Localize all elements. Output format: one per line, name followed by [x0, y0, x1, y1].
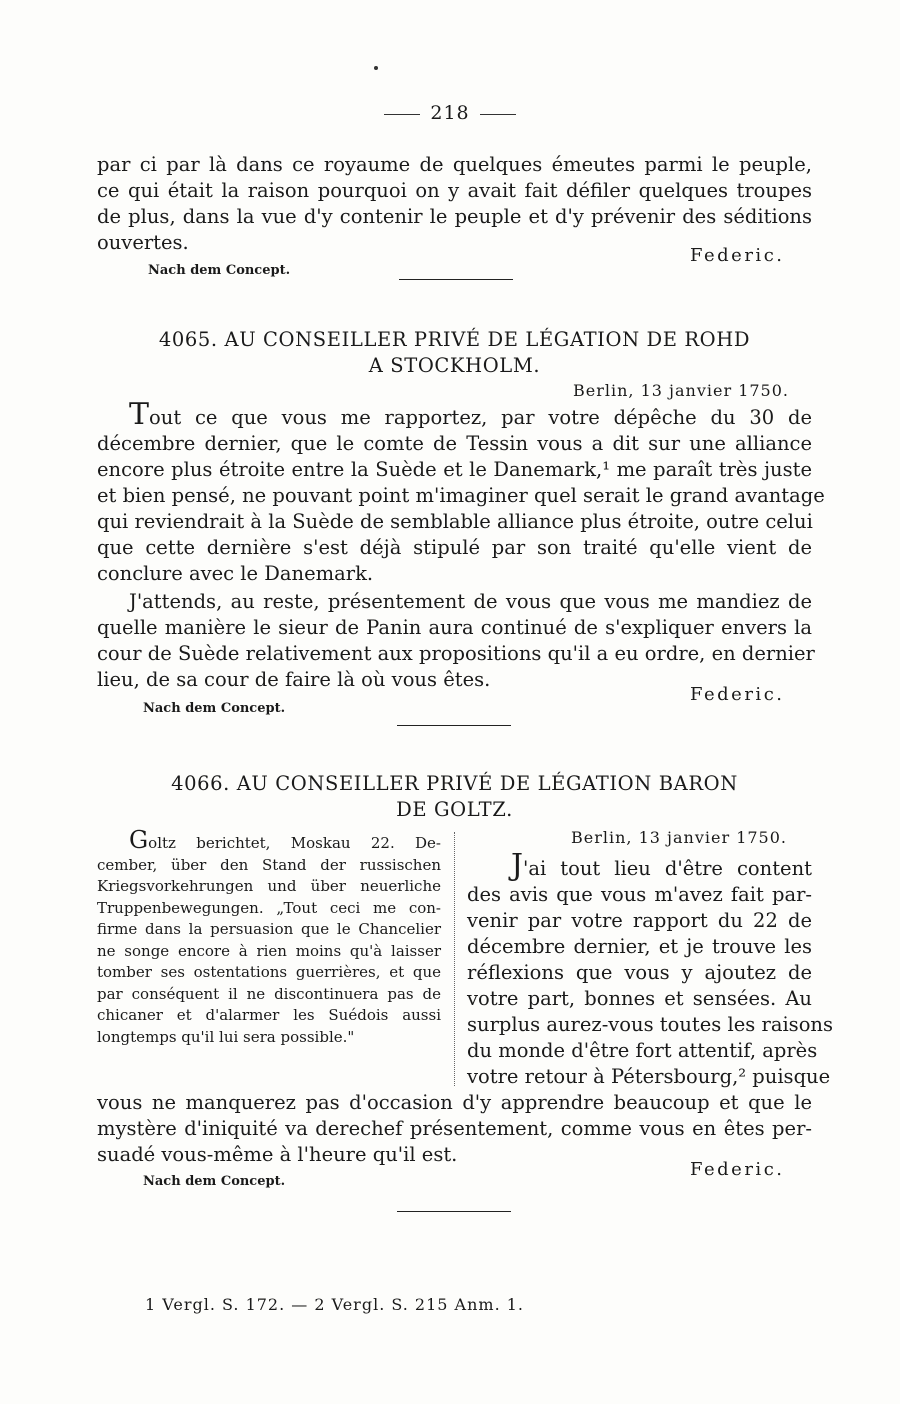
- text-line: par ci par là dans ce royaume de quelques émeutes parmi le peuple,: [97, 153, 812, 176]
- drop-cap: T: [129, 397, 150, 432]
- letter-4066-signature: Federic.: [690, 1159, 785, 1180]
- page-number-header: [300, 102, 600, 124]
- page-number-dash-left: [384, 114, 420, 115]
- section-divider: [397, 725, 511, 726]
- text-line: vous ne manquerez pas d'occasion d'y apprendre beaucoup et que le: [97, 1091, 812, 1114]
- text-line: que cette dernière s'est déjà stipulé par son traité qu'elle vient de: [97, 536, 812, 559]
- text-line: conclure avec le Danemark.: [97, 562, 374, 585]
- text-line: de plus, dans la vue d'y contenir le peuple et d'y prévenir des séditions: [97, 205, 812, 228]
- text-line: [97, 826, 441, 855]
- intro-signature: Federic.: [690, 245, 785, 266]
- text-line: votre part, bonnes et sensées. Au: [467, 987, 812, 1010]
- text-line: chicaner et d'alarmer les Suédois aussi: [97, 1006, 441, 1024]
- section-divider: [397, 1211, 511, 1212]
- letter-4065-paragraph-2: [97, 589, 815, 693]
- text-line: qui reviendrait à la Suède de semblable alliance plus étroite, outre celui: [97, 510, 813, 533]
- letter-4066-closing-paragraph: [97, 1090, 812, 1168]
- text-line: mystère d'iniquité va derechef présentement, comme vous en êtes per-: [97, 1117, 812, 1140]
- text-line: votre retour à Pétersbourg,² puisque: [467, 1065, 831, 1088]
- text-line: J'attends, au reste, présentement de vous que vous me mandiez de: [129, 590, 812, 613]
- text-line: tomber ses ostentations guerrières, et que: [97, 963, 441, 981]
- letter-4066-summary-column: [97, 826, 441, 1048]
- text-line: décembre dernier, que le comte de Tessin vous a dit sur une alliance: [97, 432, 812, 455]
- text-line: Truppenbewegungen. „Tout ceci me con-: [97, 898, 441, 917]
- column-separator: [454, 832, 455, 1086]
- intro-source-note: Nach dem Concept.: [148, 263, 291, 278]
- text-line: ce qui était la raison pourquoi on y avait fait défiler quelques troupes: [97, 179, 812, 202]
- letter-4065-dateline: Berlin, 13 janvier 1750.: [573, 381, 789, 400]
- footnotes: 1 Vergl. S. 172. — 2 Vergl. S. 215 Anm. 1.: [145, 1295, 525, 1314]
- text-line-body: 'ai tout lieu d'être content: [523, 857, 812, 880]
- text-line: longtemps qu'il lui sera possible.": [97, 1027, 355, 1046]
- text-line: réflexions que vous y ajoutez de: [467, 961, 812, 984]
- letter-4065-signature: Federic.: [690, 684, 785, 705]
- letter-4066-heading: [97, 771, 812, 823]
- letter-heading-line: A STOCKHOLM.: [368, 354, 541, 377]
- text-line-body: oltz berichtet, Moskau 22. De-: [148, 834, 441, 852]
- drop-cap: J: [511, 848, 524, 883]
- drop-cap: G: [129, 826, 149, 854]
- text-line: venir par votre rapport du 22 de: [467, 909, 812, 932]
- letter-4065-heading: [97, 327, 812, 379]
- text-line: Kriegsvorkehrungen und über neuerliche: [97, 877, 441, 895]
- text-line: firme dans la persuasion que le Chancelier: [97, 920, 441, 938]
- section-divider: [399, 279, 513, 280]
- text-line: [467, 848, 812, 883]
- letter-4066-dateline: Berlin, 13 janvier 1750.: [571, 828, 787, 847]
- page-number: 218: [430, 102, 470, 124]
- page-mark: [374, 66, 378, 70]
- text-line: cour de Suède relativement aux propositions qu'il a eu ordre, en dernier: [97, 642, 815, 665]
- text-line: lieu, de sa cour de faire là où vous êtes.: [97, 668, 491, 691]
- intro-paragraph: [97, 152, 812, 256]
- text-line: ne songe encore à rien moins qu'à laisser: [97, 941, 441, 960]
- letter-heading-line: 4066. AU CONSEILLER PRIVÉ DE LÉGATION BARON: [171, 772, 738, 795]
- text-line: décembre dernier, et je trouve les: [467, 935, 812, 958]
- text-line: cember, über den Stand der russischen: [97, 855, 441, 874]
- page-number-dash-right: [480, 114, 516, 115]
- letter-4065-paragraph-1: [97, 397, 825, 587]
- letter-heading-line: 4065. AU CONSEILLER PRIVÉ DE LÉGATION DE ROHD: [158, 328, 751, 351]
- letter-4066-source-note: Nach dem Concept.: [143, 1174, 286, 1189]
- text-line-body: out ce que vous me rapportez, par votre dépêche du 30 de: [149, 406, 812, 429]
- text-line: encore plus étroite entre la Suède et le Danemark,¹ me paraît très juste: [97, 458, 812, 481]
- text-line: des avis que vous m'avez fait par-: [467, 883, 812, 906]
- text-line: surplus aurez-vous toutes les raisons: [467, 1013, 833, 1036]
- letter-4065-source-note: Nach dem Concept.: [143, 701, 286, 716]
- text-line: quelle manière le sieur de Panin aura continué de s'expliquer envers la: [97, 616, 812, 639]
- letter-4066-main-column: [467, 848, 833, 1090]
- text-line: [97, 397, 812, 432]
- text-line: ouvertes.: [97, 231, 189, 254]
- text-line: du monde d'être fort attentif, après: [467, 1039, 818, 1062]
- letter-heading-line: DE GOLTZ.: [396, 798, 513, 821]
- text-line: suadé vous-même à l'heure qu'il est.: [97, 1143, 458, 1166]
- text-line: par conséquent il ne discontinuera pas de: [97, 984, 441, 1003]
- text-line: et bien pensé, ne pouvant point m'imaginer quel serait le grand avantage: [97, 484, 825, 507]
